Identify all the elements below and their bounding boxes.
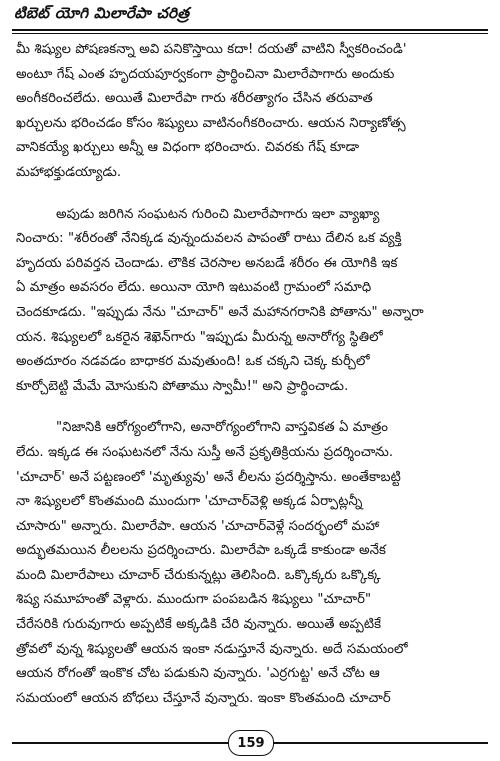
header-rule-thin — [12, 33, 488, 34]
text-line: 'చూచార్' అనే పట్టణంలో 'మృత్యువు' అనే లీలను ప్రదర్శిస్తాను. అంతేకాబట్టి — [16, 469, 401, 485]
text-line: శిష్య సమూహంతో వెళ్లారు. ముందుగా పంపబడిన శిష్యులు "చూచార్" — [16, 592, 372, 608]
text-line: మీ శిష్యుల పోషణకన్నా అవి పనికొస్తాయి కదా! దయతో వాటిని స్వీకరించండి' — [16, 42, 407, 57]
text-line: నా శిష్యులలో కొంతమంది ముందుగా 'చూచార్‌వెళ్లి అక్కడ ఏర్పాట్లన్నీ — [16, 494, 363, 510]
text-line: సమయంలో ఆయన బోధలు చేస్తూనే వున్నారు. ఇంకా కొంతమంది చూచార్ — [16, 690, 391, 706]
text-line: హృదయ పరివర్తన చెందాడు. లౌకిక చెరసాల అనబడే శరీరం ఈ యోగికి ఇక — [16, 255, 398, 271]
running-header-title: టిబెట్ యోగి మిలారేపా చరిత్ర — [14, 4, 190, 22]
text-line: అద్భుతమయిన లీలలను ప్రదర్శించారు. మిలారేపా ఒక్కడే కాకుండా అనేక — [16, 543, 387, 559]
paragraph-1 — [16, 38, 486, 186]
text-line: కూర్చోబెట్టి మేమే మోసుకుని పోతాము స్వామీ!" అని ప్రార్థించాడు. — [16, 378, 349, 394]
page-number-badge — [228, 730, 274, 756]
text-line: చేరేసరికి గురువుగారు అప్పటికే అక్కడికి చేరి వున్నారు. అయితే అప్పటికే — [16, 617, 382, 633]
text-line: మహాభక్తుడయ్యాడు. — [16, 164, 122, 180]
text-line: ఆయన రోగంతో ఇంకొక చోట పడుకుని వున్నారు. 'ఎర్రగుట్ట' అనే చోట ఆ — [16, 666, 380, 682]
body-text — [16, 38, 486, 711]
paragraph-gap — [16, 186, 486, 203]
text-line: అంటూ గేష్ ఎంత హృదయపూర్వకంగా ప్రార్థించినా మిలారేపాగారు అందుకు — [16, 66, 395, 82]
text-line: త్రోవలో వున్న శిష్యులతో ఆయన ఇంకా నడుస్తూనే వున్నారు. అదే సమయంలో — [16, 641, 408, 657]
text-line: చెందకూడదు. "ఇప్పుడు నేను "చూచార్" అనే మహానగరానికి పోతాను" అన్నారా — [16, 304, 424, 320]
text-line: అపుడు జరిగిన సంఘటన గురించి మిలారేపాగారు ఇలా వ్యాఖ్యా — [56, 206, 380, 222]
text-line: అంతదూరం నడవడం బాధాకర మవుతుంది! ఒక చక్కని చెక్క కుర్చీలో — [16, 354, 370, 370]
text-line: మంది మిలారేపాలు చూచార్ చేరుకున్నట్లు తెలిసింది. ఒక్కొక్కరు ఒక్కొక్క — [16, 567, 381, 583]
text-line: చూసారు" అన్నారు. మిలారేపా. ఆయన 'చూచార్‌వెళ్లే సందర్భంలో మహా — [16, 518, 380, 534]
page-number: 159 — [237, 735, 265, 751]
paragraph-gap — [16, 399, 486, 416]
page-footer — [0, 724, 500, 761]
text-line: "నిజానికి ఆరోగ్యంలోగాని, అనారోగ్యంలోగాని వాస్తవికత ఏ మాత్రం — [56, 420, 389, 436]
text-line: నించారు: "శరీరంతో నేనిక్కడ వున్నందువలన పాపంతో రాటు దేలిన ఒక వ్యక్తి — [16, 231, 402, 247]
text-line: ఖర్చులను భరించడం కోసం శిష్యులు వాటినంగీకరించారు. ఆయన నిర్యాణోత్స — [16, 115, 406, 131]
paragraph-2 — [16, 203, 486, 400]
text-line: వానికయ్యే ఖర్చులు అన్నీ ఆ విధంగా భరించారు. చివరకు గేష్ కూడా — [16, 140, 360, 156]
paragraph-3 — [16, 416, 486, 711]
header-rule-thick — [12, 29, 488, 31]
text-line: లేదు. ఇక్కడ ఈ సంఘటనలో నేను సుస్తీ అనే ప్రకృతిక్రియను ప్రదర్శించాను. — [16, 444, 394, 460]
running-header — [12, 4, 486, 28]
text-line: ఏ మాత్రం అవసరం లేదు. అయినా యోగి ఇటువంటి గ్రామంలో సమాధి — [16, 280, 372, 296]
text-line: అంగీకరించలేదు. అయితే మిలారేపా గారు శరీరత్యాగం చేసిన తరువాత — [16, 91, 373, 107]
text-line: యన. శిష్యులలో ఒకరైన శెఖెన్‌గారు "ఇప్పుడు మీరున్న అనారోగ్య స్థితిలో — [16, 329, 383, 345]
